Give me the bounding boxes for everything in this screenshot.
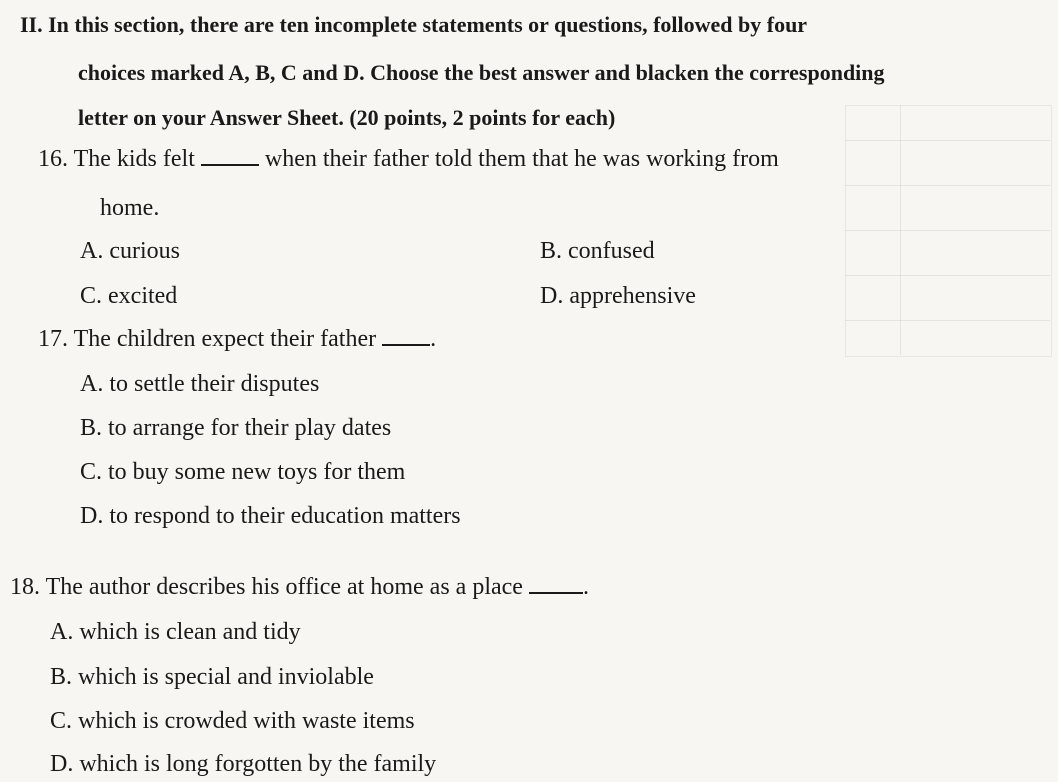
question-text-before: The author describes his office at home as a place xyxy=(45,574,523,600)
option-c xyxy=(50,706,415,736)
question-text-after: when their father told them that he was working from xyxy=(264,146,779,172)
option-text: which is special and inviolable xyxy=(78,664,374,690)
section-heading-line-1: II. In this section, there are ten incomplete statements or questions, followed by four xyxy=(20,12,808,37)
option-text: to arrange for their play dates xyxy=(108,415,392,441)
option-d xyxy=(80,501,461,531)
question-number: 17. xyxy=(38,326,68,352)
option-letter: A. xyxy=(80,371,104,397)
bleed-through-rule xyxy=(845,185,1050,186)
question-17-stem xyxy=(38,324,436,354)
option-letter: C. xyxy=(80,283,103,309)
option-text: which is long forgotten by the family xyxy=(79,751,437,777)
option-text: confused xyxy=(568,238,655,264)
section-heading-line-3: letter on your Answer Sheet. (20 points, 2 points for each) xyxy=(78,105,616,130)
option-c xyxy=(80,457,405,487)
answer-blank xyxy=(529,572,583,594)
answer-blank xyxy=(382,324,430,346)
option-text: which is crowded with waste items xyxy=(78,708,415,734)
question-16-stem-line-2: home. xyxy=(100,195,160,221)
option-letter: B. xyxy=(540,238,563,264)
option-text: excited xyxy=(108,283,178,309)
option-d xyxy=(50,749,436,779)
question-number: 18. xyxy=(10,574,40,600)
option-letter: B. xyxy=(50,664,73,690)
question-text-before: The children expect their father xyxy=(73,326,377,352)
option-letter: D. xyxy=(540,283,564,309)
bleed-through-rule xyxy=(845,275,1050,276)
option-text: to respond to their education matters xyxy=(109,503,461,529)
option-letter: C. xyxy=(80,459,103,485)
option-letter: A. xyxy=(50,619,74,645)
option-letter: B. xyxy=(80,415,103,441)
option-text: which is clean and tidy xyxy=(79,619,301,645)
bleed-through-rule xyxy=(900,105,901,355)
question-18-stem xyxy=(10,572,589,602)
option-letter: D. xyxy=(50,751,74,777)
bleed-through-rule xyxy=(845,230,1050,231)
question-number: 16. xyxy=(38,146,68,172)
option-a xyxy=(80,236,180,266)
question-text-after: . xyxy=(582,574,589,600)
option-c xyxy=(80,281,177,311)
option-text: apprehensive xyxy=(569,283,696,309)
option-text: curious xyxy=(109,238,180,264)
option-b xyxy=(80,413,391,443)
option-b xyxy=(540,236,655,266)
question-16-stem xyxy=(38,144,779,174)
option-letter: A. xyxy=(80,238,104,264)
option-text: to settle their disputes xyxy=(109,371,320,397)
answer-blank xyxy=(201,144,259,166)
question-text-after: . xyxy=(430,326,437,352)
option-d xyxy=(540,281,696,311)
bleed-through-rule xyxy=(845,140,1050,141)
option-letter: C. xyxy=(50,708,73,734)
option-a xyxy=(80,369,319,399)
option-a xyxy=(50,617,301,647)
option-b xyxy=(50,662,374,692)
bleed-through-rule xyxy=(845,320,1050,321)
question-text-before: The kids felt xyxy=(73,146,195,172)
option-letter: D. xyxy=(80,503,104,529)
section-heading-line-2: choices marked A, B, C and D. Choose the best answer and blacken the corresponding xyxy=(78,60,885,85)
option-text: to buy some new toys for them xyxy=(108,459,406,485)
